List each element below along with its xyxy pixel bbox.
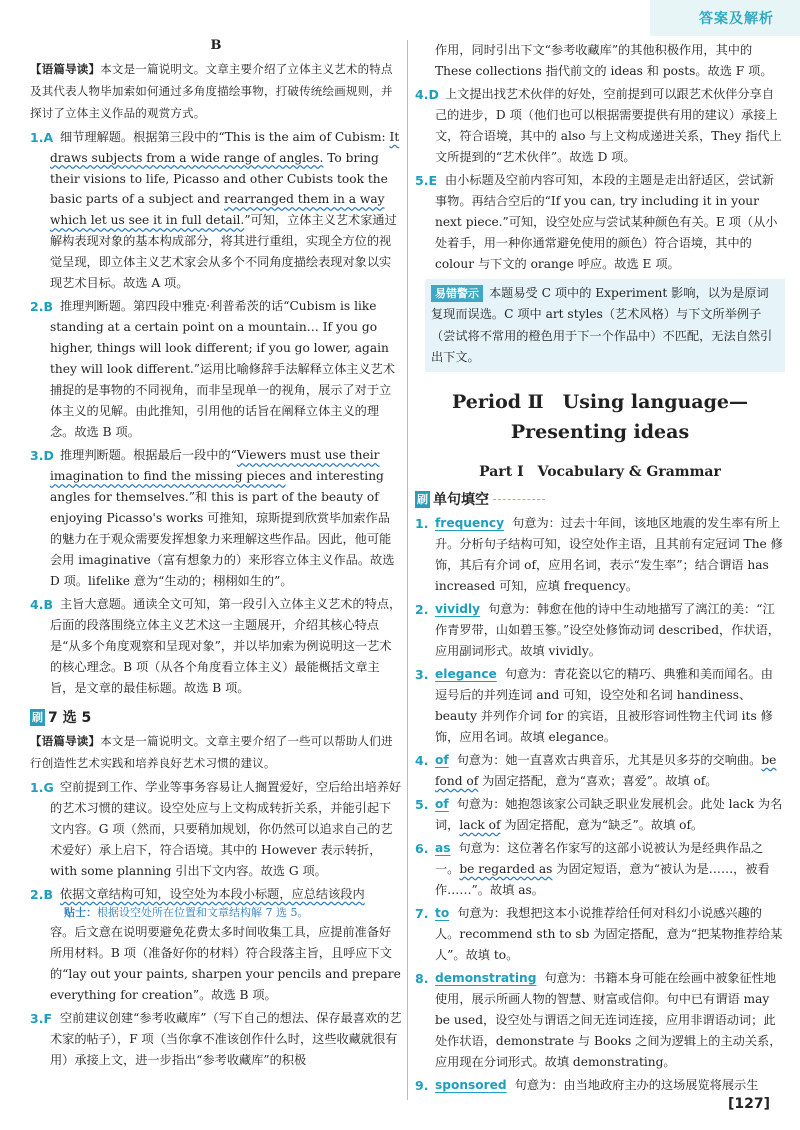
item-number: 4. [415,752,429,768]
phrase-underline: lack of [459,817,501,832]
column-divider [407,40,408,1100]
item-number: 7. [415,905,429,921]
answer-item [30,127,402,295]
item-text: 上文提出找艺术伙伴的好处，空前提到可以跟艺术伙伴分享自己的进步，D 项（他们也可以根据需要提供有用的建议）承接上文，符合语境，其中的 also 与上文构成递进关系，They 指代上文所提到的“艺术伙伴”。故选 D 项。 [435,86,782,164]
period-title-line2: Presenting ideas [510,420,690,443]
item-text: 推理判断题。根据最后一段中的“Viewers must use their imagination to find the missing pieces and interesting angles for themselves.”和 this is part of the beauty of enjoying Picasso's works 可推知，琼斯提到欣赏毕加索作品的魅力在于观众需要发挥想象力来理解这些作品。因此，他可能会用 imaginative（富有想象力的）来形容立体主义作品。故选 D 项。lifelike 意为“生动的；栩栩如生的”。 [50,448,395,589]
left-column [30,38,402,1071]
vocab-item [415,838,785,901]
answer-item [415,170,785,275]
item-text: 句意为：青花瓷以它的精巧、典雅和美而闻名。由逗号后的并列连词 and 可知，设空处和名词 handiness、beauty 并列作介词 for 的宾语，且被形容词性物主代词 its 修饰，应用名词。故填 elegance。 [435,666,773,744]
item-number: 3. [415,666,429,682]
period-title-line1: Period Ⅱ Using language— [451,391,748,414]
right-column [415,38,785,1096]
item-number: 2.B [30,299,53,315]
section-title: 单句填空 [433,492,489,509]
item-text: 句意为：过去十年间，该地区地震的发生率有所上升。分析句子结构可知，设空处作主语，且其前有定冠词 The 修饰，其后有介词 of，应用名词，表示“发生率”；结合谓语 has increased 可知，应填 frequency。 [435,516,783,594]
fill-answer: as [435,840,451,855]
intro-text: 本文是一篇说明文。文章主要介绍了一些可以帮助人们进行创造性艺术实践和培养良好艺术习惯的建议。 [30,734,393,770]
header-band [650,0,800,36]
fill-answer: sponsored [435,1077,507,1092]
item-text: 空前建议创建“参考收藏库”（写下自己的想法、保存最喜欢的艺术家的帖子），F 项（当你拿不准该创作什么时，这些收藏就很有用）承接上文，进一步指出“参考收藏库”的积极 [50,1011,402,1067]
quote-underline: Viewers must use their imagination to find the missing pieces [50,448,380,484]
part-title: Part Ⅰ Vocabulary & Grammar [479,464,721,481]
item-text: 句意为：她抱怨该家公司缺乏职业发展机会。此处 lack 为名词，lack of 为固定搭配，意为“缺乏”。故填 of。 [435,796,783,832]
quote-underline: It draws subjects from a wide range of angles. [50,129,400,165]
brush-tag-icon: 刷 [30,709,45,726]
vocab-item [415,750,785,792]
section-heading-fill-blank [415,489,785,509]
item-number: 4.D [415,86,439,102]
vocab-item [415,903,785,966]
answer-item [30,777,402,882]
tip-label: 贴士： [64,905,97,919]
answer-item-continued [415,40,785,82]
intro-passage-guide [30,59,402,125]
period-title [415,388,785,447]
item-number: 2. [415,602,429,618]
item-text: 由小标题及空前内容可知，本段的主题是走出舒适区，尝试新事物。再结合空后的“If you can, try including it in your next piece.”可知，设空处应与尝试某种颜色有关。E 项（从小处着手，用一种你通常避免使用的颜色）符合语境，其中的 colour 与下文的 orange 呼应。故选 E 项。 [435,172,778,271]
fill-answer: of [435,752,449,767]
intro-label: 【语篇导读】 [30,62,101,76]
answer-item [30,296,402,443]
phrase-underline: be fond of [435,752,777,788]
item-text: 容。后文意在说明要避免花费太多时间收集工具，应提前准备好所用材料。B 项（准备好你的材料）符合段落主旨，且呼应下文的“lay out your paints, sharpen your pencils and prepare everything for creation”。故选 B 项。 [50,925,401,1003]
quote-underline: rearranged them in a way which let us see it in full detail. [50,192,385,228]
header-title: 答案及解析 [699,11,774,27]
item-number: 4.B [30,597,53,613]
warning-text: 本题易受 C 项中的 Experiment 影响，以为是原词复现而误选。C 项中 art styles（艺术风格）与下文所举例子（尝试将不常用的橙色用于下一个作品中）不匹配，无法自然引出下文。 [431,285,773,364]
fill-answer: demonstrating [435,970,537,985]
intro-passage-guide [30,731,402,775]
answer-item [30,445,402,592]
item-number: 2.B [30,886,53,902]
page-number: [127] [727,1096,770,1112]
item-number: 9. [415,1077,429,1093]
item-text: 空前提到工作、学业等事务容易让人搁置爱好，空后给出培养好的艺术习惯的建议。设空处应与上文构成转折关系，并能引起下文内容。G 项（然而，只要稍加规划，你仍然可以追求自己的艺术爱好）承上启下，符合语境。其中的 However 表示转折，with some planning 引出下文内容。故选 G 项。 [50,779,402,878]
item-number: 5. [415,796,429,812]
item-number: 8. [415,970,429,986]
item-number: 1.A [30,129,54,145]
vocab-item [415,794,785,836]
phrase-underline: be regarded as [459,861,553,876]
item-text: 句意为：这位著名作家写的这部小说被认为是经典作品之一。be regarded as 为固定短语，意为“被认为是……，被看作……”。故填 as。 [435,840,770,897]
vocab-item [415,599,785,662]
answer-item-continued [30,922,402,1006]
fill-answer: vividly [435,602,481,617]
item-number: 5.E [415,172,437,188]
fill-answer: to [435,905,450,920]
tip-note [64,905,402,920]
warning-label: 易错警示 [431,285,483,302]
intro-label: 【语篇导读】 [30,734,101,749]
vocab-item [415,1075,785,1096]
item-number: 3.D [30,448,54,464]
tip-text: 根据设空处所在位置和文章结构解 7 选 5。 [97,905,309,919]
item-number: 1.G [30,779,54,795]
answer-item [415,84,785,168]
item-number: 1. [415,516,429,532]
item-text: 句意为：由当地政府主办的这场展览将展示生 [514,1077,759,1092]
item-number: 6. [415,840,429,856]
answer-item [30,884,402,905]
item-text: 作用，同时引出下文“参考收藏库”的其他积极作用，其中的 These collections 指代前文的 ideas 和 posts。故选 F 项。 [435,43,773,78]
vocab-item [415,513,785,597]
error-warning-box [425,279,785,372]
item-text: 细节理解题。根据第三段中的“This is the aim of Cubism: It draws subjects from a wide range of angles. To bring their visions to life, Picasso and other Cubists took the basic parts of a subject and rearranged them in a way which let us see it in full detail.”可知，立体主义艺术家通过解构表现对象的基本构成部分，将其进行重组，实现全方位的视觉呈现，即立体主义艺术家会从多个不同角度描绘表现对象以实现艺术目标。故选 A 项。 [50,129,400,291]
vocab-item [415,968,785,1073]
section-letter: B [210,38,222,53]
item-text: 句意为：书籍本身可能在绘画中被象征性地使用，展示所画人物的智慧、财富或信仰。句中已有谓语 may be used，设空处与谓语之间无连词连接，应用非谓语动词；此处作状语，demonstrate 与 Books 之间为逻辑上的主动关系，应用现在分词形式。故填 demonstrating。 [435,970,782,1069]
fill-answer: frequency [435,516,505,531]
answer-item [30,1008,402,1071]
item-text: 句意为：我想把这本小说推荐给任何对科幻小说感兴趣的人。recommend sth to sb 为固定搭配，意为“把某物推荐给某人”。故填 to。 [435,905,783,962]
item-text: 句意为：韩愈在他的诗中生动地描写了漓江的美：“江作青罗带，山如碧玉篸。”设空处修饰动词 described，作状语，应用副词形式。故填 vividly。 [435,602,780,658]
item-text: 主旨大意题。通读全文可知，第一段引入立体主义艺术的特点，后面的段落围绕立体主义艺术这一主题展开，介绍其核心特点是“从多个角度观察和呈现对象”，并以毕加索为例说明这一艺术的核心理念。B 项（从各个角度看立体主义）最能概括文章主旨，是文章的最佳标题。故选 B 项。 [50,597,402,696]
fill-answer: elegance [435,666,497,681]
item-number: 3.F [30,1011,52,1027]
answer-item [30,594,402,699]
item-text: 句意为：她一直喜欢古典音乐，尤其是贝多芬的交响曲。be fond of 为固定搭配，意为“喜欢；喜爱”。故填 of。 [435,752,777,788]
item-text: 推理判断题。第四段中雅克·利普希茨的话“Cubism is like standing at a certain point on a mountain… If you go higher, things will look different; if you go lower, again they will look different.”运用比喻修辞手法解释立体主义艺术捕捉的是事物的不同视角，而非呈现单一的视角，展示了对于立体主义的见解。由此推知，引用他的话旨在阐释立体主义的理念。故选 B 项。 [50,299,396,440]
brush-tag-icon: 刷 [415,491,430,508]
intro-text: 本文是一篇说明文。文章主要介绍了立体主义艺术的特点及其代表人物毕加索如何通过多角度描绘事物，打破传统绘画规则，并探讨了立体主义作品的观赏方式。 [30,62,393,120]
dashed-rule [493,499,545,500]
section-title: 7 选 5 [48,710,92,727]
vocab-item [415,664,785,748]
fill-answer: of [435,796,449,811]
item-text-underlined: 依据文章结构可知，设空处为本段小标题，应总结该段内 [60,886,365,901]
section-heading-7-choose-5 [30,707,402,727]
